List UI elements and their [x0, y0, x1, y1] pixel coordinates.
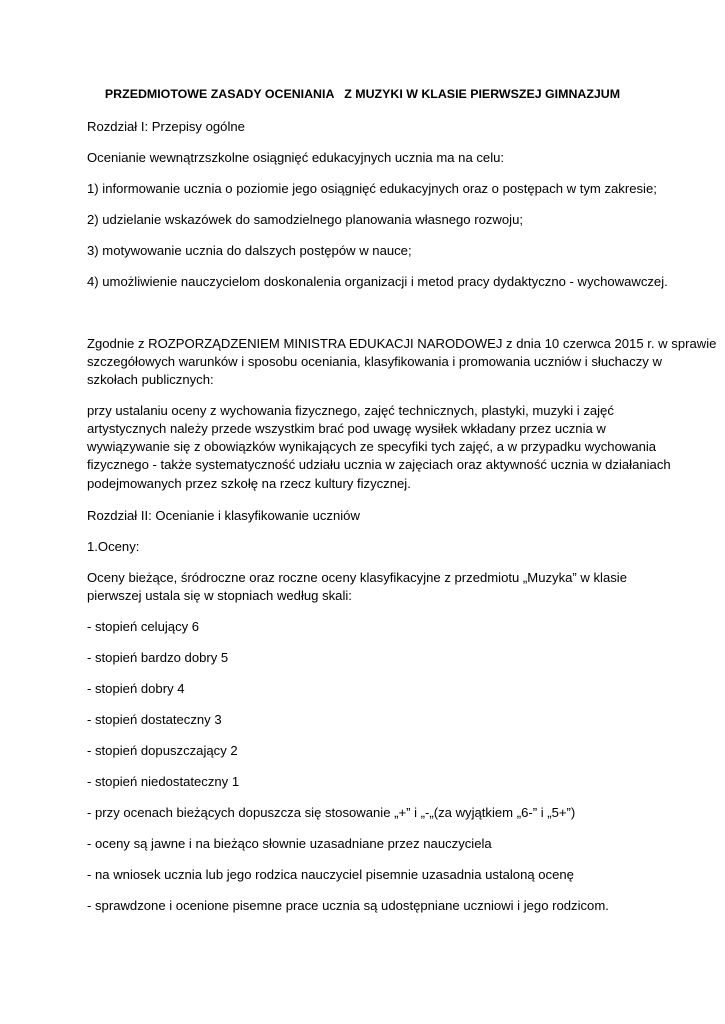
goal-item: 3) motywowanie ucznia do dalszych postępów w nauce;	[87, 243, 412, 258]
assessment-intro: Ocenianie wewnątrzszkolne osiągnięć edukacyjnych ucznia ma na celu:	[87, 150, 505, 165]
goal-item: 1) informowanie ucznia o poziomie jego osiągnięć edukacyjnych oraz o postępach w tym zakresie;	[87, 181, 657, 196]
grade-scale-item: - stopień dobry 4	[87, 681, 185, 696]
rule-item: - oceny są jawne i na bieżąco słownie uzasadniane przez nauczyciela	[87, 836, 492, 851]
rule-item: - sprawdzone i ocenione pisemne prace ucznia są udostępniane uczniowi i jego rodzicom.	[87, 898, 609, 913]
grades-intro-line: pierwszej ustala się w stopniach według skali:	[87, 588, 352, 603]
goal-item: 2) udzielanie wskazówek do samodzielnego planowania własnego rozwoju;	[87, 212, 523, 227]
grades-intro-line: Oceny bieżące, śródroczne oraz roczne oceny klasyfikacyjne z przedmiotu „Muzyka” w klasie	[87, 570, 627, 585]
subjects-paragraph-line: artystycznych należy przede wszystkim brać pod uwagę wysiłek wkładany przez ucznia w	[87, 421, 606, 436]
grade-scale-item: - stopień dostateczny 3	[87, 712, 222, 727]
grade-scale-item: - stopień dopuszczający 2	[87, 743, 238, 758]
rule-item: - przy ocenach bieżących dopuszcza się stosowanie „+” i „-„(za wyjątkiem „6-” i „5+”)	[87, 805, 576, 820]
grades-heading: 1.Oceny:	[87, 539, 140, 554]
regulation-paragraph-line: Zgodnie z ROZPORZĄDZENIEM MINISTRA EDUKACJI NARODOWEJ z dnia 10 czerwca 2015 r. w sprawie	[87, 336, 717, 351]
chapter-1-heading: Rozdział I: Przepisy ogólne	[87, 119, 245, 134]
subjects-paragraph-line: fizycznego - także systematyczność udziału ucznia w zajęciach oraz aktywność ucznia w działaniach	[87, 457, 671, 472]
regulation-paragraph-line: szkołach publicznych:	[87, 372, 214, 387]
goal-item: 4) umożliwienie nauczycielom doskonalenia organizacji i metod pracy dydaktyczno - wychowawczej.	[87, 274, 668, 289]
subjects-paragraph-line: podejmowanych przez szkołę na rzecz kultury fizycznej.	[87, 476, 411, 491]
chapter-2-heading: Rozdział II: Ocenianie i klasyfikowanie uczniów	[87, 508, 360, 523]
grade-scale-item: - stopień bardzo dobry 5	[87, 650, 229, 665]
document-title: PRZEDMIOTOWE ZASADY OCENIANIA Z MUZYKI W KLASIE PIERWSZEJ GIMNAZJUM	[104, 87, 621, 101]
regulation-paragraph-line: szczegółowych warunków i sposobu oceniania, klasyfikowania i promowania uczniów i słuchaczy w	[87, 354, 662, 369]
subjects-paragraph-line: przy ustalaniu oceny z wychowania fizycznego, zajęć technicznych, plastyki, muzyki i zajęć	[87, 403, 614, 418]
grade-scale-item: - stopień celujący 6	[87, 619, 200, 634]
subjects-paragraph-line: wywiązywanie się z obowiązków wynikających ze specyfiki tych zajęć, a w przypadku wychowania	[87, 439, 657, 454]
grade-scale-item: - stopień niedostateczny 1	[87, 774, 240, 789]
rule-item: - na wniosek ucznia lub jego rodzica nauczyciel pisemnie uzasadnia ustaloną ocenę	[87, 867, 574, 882]
